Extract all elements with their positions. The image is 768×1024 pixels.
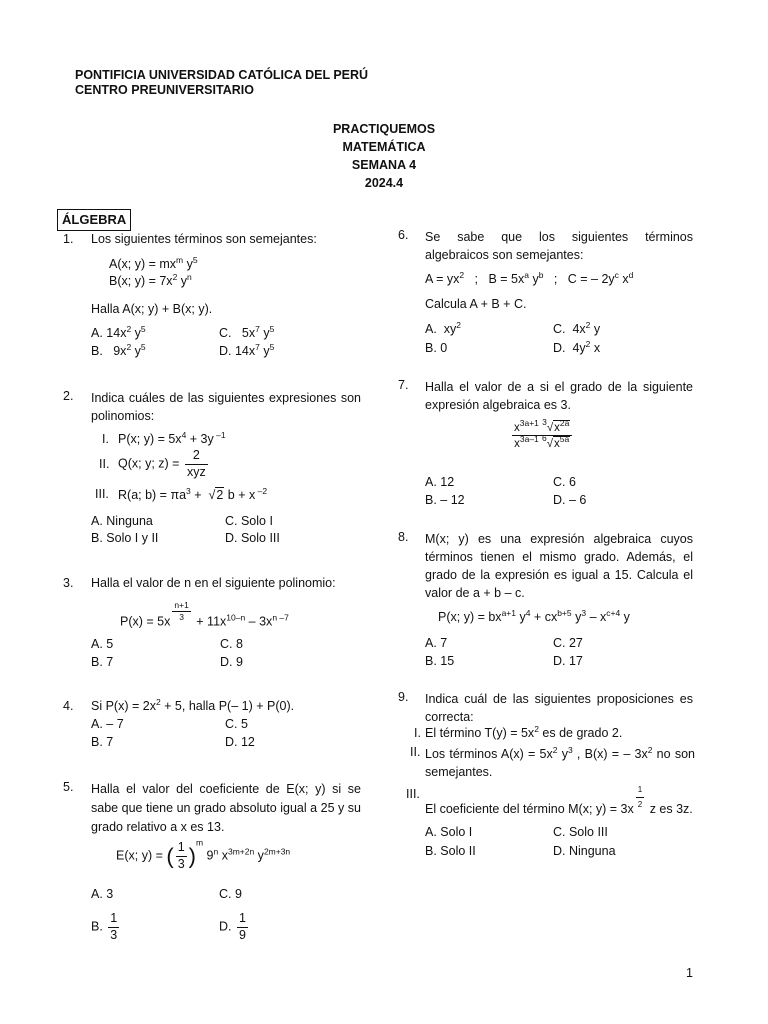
q5-text: Halla el valor del coeficiente de E(x; y) si se sabe que tiene un grado absoluto igual a 25 y su grado relativo a x es 13. [91, 782, 361, 834]
q5-option-b[interactable]: B. $\frac{1}{3}$ [91, 911, 118, 942]
q8-text: M(x; y) es una expresión algebraica cuyos términos tienen el mismo grado. Además, el grado de la expresión es igual a 15. Calcula el valor de a + b – c. [425, 532, 693, 600]
q9-option-b[interactable]: B. Solo II [425, 844, 476, 858]
q7-text: Halla el valor de a si el grado de la siguiente expresión algebraica es 3. [425, 380, 693, 412]
q9-option-d[interactable]: D. Ninguna [553, 844, 616, 858]
q9-prop-3: El coeficiente del término M(x; y) = 3x $\frac{1}{2}$ z es 3z. [425, 785, 693, 816]
university-name: PONTIFICIA UNIVERSIDAD CATÓLICA DEL PERÚ [75, 68, 369, 82]
q6-option-d[interactable]: D. $4y^2$ x [553, 339, 601, 355]
q8-option-c[interactable]: C. 27 [553, 636, 583, 650]
q7-expression: $\frac{x^{3a+1} ^3√x^{2a}}{x^{3a-1} ^6√x^{5a}}$ [510, 420, 574, 452]
q4-number: 4. [63, 699, 74, 713]
q1-option-b[interactable]: B. $9x^2$ $y^5$ [91, 342, 146, 358]
q1-option-a[interactable]: A. $14x^2$ $y^5$ [91, 324, 146, 340]
q2-number: 2. [63, 389, 74, 403]
q6-text: Se sabe que los siguientes términos algebraicos son semejantes: [425, 230, 693, 262]
q5-expression: E(x; y) = ( $\frac{1}{3}$ )$^m$ 9$^n$ $x^{3m+2n}$ $y^{2m+3n}$ [116, 837, 291, 871]
title-line3: SEMANA 4 [351, 158, 417, 172]
q9-roman-2: II. [410, 745, 421, 759]
center-name: CENTRO PREUNIVERSITARIO [75, 83, 254, 97]
title-line4: 2024.4 [364, 176, 404, 190]
q6-option-b[interactable]: B. 0 [425, 341, 448, 355]
q9-prop-1: El término $T(y) = 5x^2$ es de grado 2. [425, 724, 623, 740]
title-line2: MATEMÁTICA [342, 140, 426, 154]
q9-roman-3: III. [406, 787, 420, 801]
q8-option-b[interactable]: B. 15 [425, 654, 455, 668]
q4-option-c[interactable]: C. 5 [225, 717, 248, 731]
q5-option-d[interactable]: D. $\frac{1}{9}$ [219, 911, 246, 942]
q4-option-d[interactable]: D. 12 [225, 735, 255, 749]
q3-option-b[interactable]: B. 7 [91, 655, 114, 669]
q9-text: Indica cuál de las siguientes proposiciones es correcta: [425, 692, 693, 724]
q2-roman-1: I. [102, 432, 109, 446]
title-line1: PRACTIQUEMOS [332, 122, 436, 136]
q2-expr-3: R(a; $b) = \pi a^3 + √2$ b + x $^{-2}$ [118, 486, 268, 502]
q1-text: Los siguientes términos son semejantes: [91, 232, 317, 246]
q4-text: Si $P(x) = 2x^2 + 5$, halla P(– 1) + P(0). [91, 697, 295, 713]
q7-option-a[interactable]: A. 12 [425, 475, 455, 489]
q5-number: 5. [63, 780, 74, 794]
q8-option-d[interactable]: D. 17 [553, 654, 583, 668]
q2-option-a[interactable]: A. Ninguna [91, 514, 153, 528]
q3-text: Halla el valor de n en el siguiente polinomio: [91, 576, 336, 590]
q6-option-a[interactable]: A. $xy^2$ [425, 320, 461, 336]
q2-option-c[interactable]: C. Solo I [225, 514, 273, 528]
q4-option-a[interactable]: A. – 7 [91, 717, 124, 731]
q2-text: Indica cuáles de las siguientes expresiones son polinomios: [91, 391, 361, 423]
q7-number: 7. [398, 378, 409, 392]
q8-expression: P(x; $y) = bx^{a+1}$ $y^4 + cx^{b+5}$ $y^3 - x^{c+4}$ y [438, 608, 630, 624]
q9-option-c[interactable]: C. Solo III [553, 825, 608, 839]
q7-option-d[interactable]: D. – 6 [553, 493, 587, 507]
q3-option-d[interactable]: D. 9 [220, 655, 243, 669]
q8-option-a[interactable]: A. 7 [425, 636, 448, 650]
q1-number: 1. [63, 232, 74, 246]
q6-ask: Calcula A + B + C. [425, 297, 527, 311]
q7-option-b[interactable]: B. – 12 [425, 493, 465, 507]
q2-expr-2: Q(x; y; z) = $\frac{2}{\text{xyz}}$ [118, 448, 206, 479]
q9-number: 9. [398, 690, 409, 704]
q3-number: 3. [63, 576, 74, 590]
q9-prop-2: Los términos $A(x) = 5x^2$ $y^3$ , B(x) = – $3x^2$ no son semejantes. [425, 745, 695, 779]
q6-option-c[interactable]: C. $4x^2$ y [553, 320, 601, 336]
q2-option-d[interactable]: D. Solo III [225, 531, 280, 545]
q6-terms: $A = yx^2$ ; $B = 5x^a$ $y^b$ ; C = – $2y^c$ $x^d$ [425, 270, 634, 286]
q3-option-a[interactable]: A. 5 [91, 637, 114, 651]
q1-ask: Halla A(x; y) + B(x; y). [91, 302, 213, 316]
q4-option-b[interactable]: B. 7 [91, 735, 114, 749]
section-label: ÁLGEBRA [57, 209, 131, 231]
q5-option-a[interactable]: A. 3 [91, 887, 114, 901]
q1-option-d[interactable]: D. $14x^7$ $y^5$ [219, 342, 275, 358]
q9-roman-1: I. [414, 726, 421, 740]
q1-term-b: B(x; $y) = 7x^2$ $y^n$ [109, 272, 192, 288]
q3-option-c[interactable]: C. 8 [220, 637, 243, 651]
q2-option-b[interactable]: B. Solo I y II [91, 531, 159, 545]
q7-option-c[interactable]: C. 6 [553, 475, 576, 489]
q8-number: 8. [398, 530, 409, 544]
q3-polynomial: P(x) = 5x $\frac{n+1}{3}$ + $11x^{10-n} - 3x^{n -7}$ [120, 600, 289, 629]
q2-roman-3: III. [95, 487, 109, 501]
q5-option-c[interactable]: C. 9 [219, 887, 242, 901]
q1-term-a: A(x; $y) = mx^m$ $y^5$ [109, 255, 198, 271]
page-number: 1 [686, 966, 693, 980]
q1-option-c[interactable]: C. $5x^7$ $y^5$ [219, 324, 275, 340]
q6-number: 6. [398, 228, 409, 242]
q2-expr-1: P(x; $y) = 5x^4 + 3y$ $^{-1}$ [118, 430, 226, 446]
q9-option-a[interactable]: A. Solo I [425, 825, 473, 839]
q2-roman-2: II. [99, 457, 110, 471]
